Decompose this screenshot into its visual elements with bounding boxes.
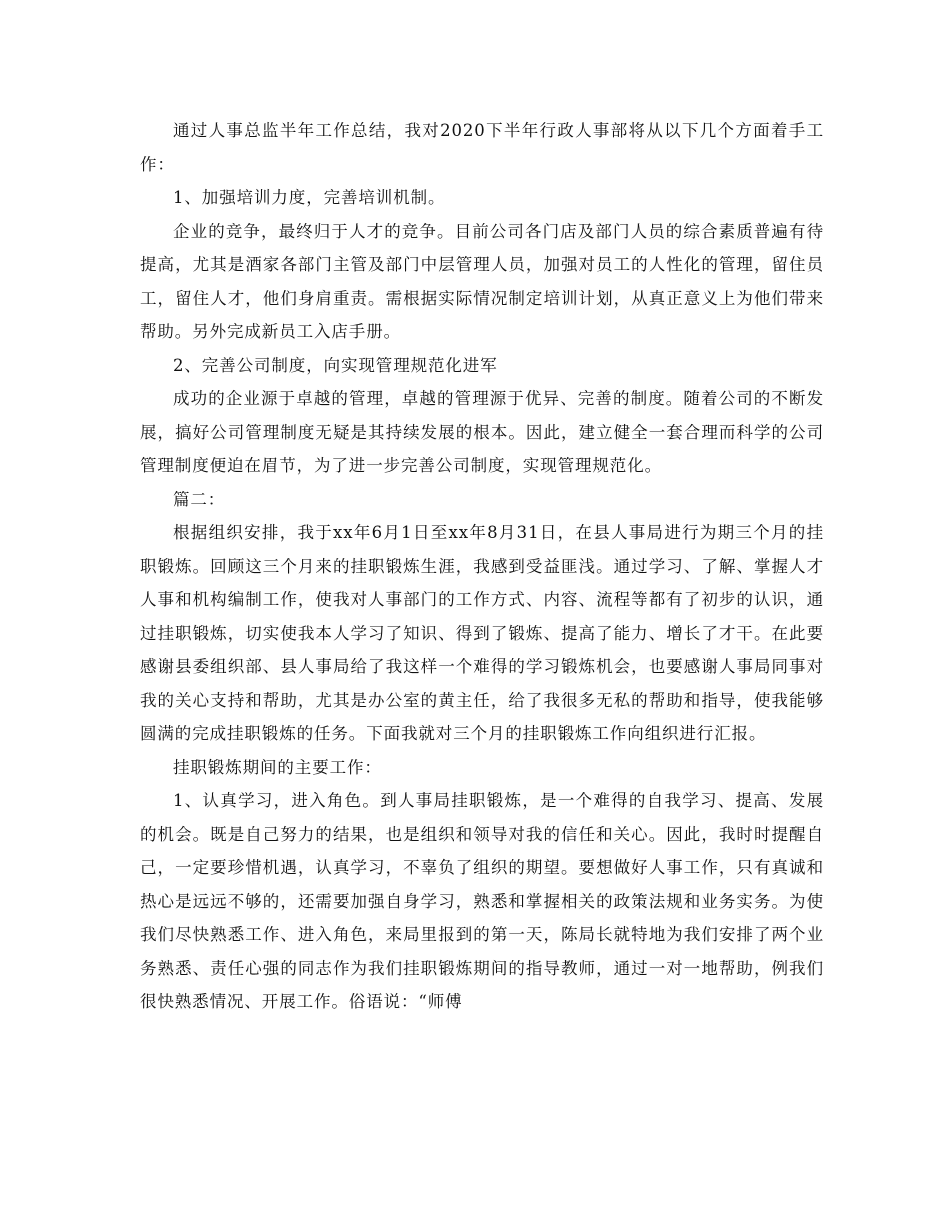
document-page (140, 114, 824, 1019)
paragraph-training: 企业的竞争，最终归于人才的竞争。目前公司各门店及部门人员的综合素质普遍有待提高，尤其是酒家各部门主管及部门中层管理人员，加强对员工的人性化的管理，留住员工，留住人才，他们身肩重责。需根据实际情况制定培训计划，从真正意义上为他们带来帮助。另外完成新员工入店手册。 (140, 221, 824, 341)
heading-main-work: 挂职锻炼期间的主要工作： (173, 757, 382, 777)
paragraph-assignment: 根据组织安排，我于xx年6月1日至xx年8月31日，在县人事局进行为期三个月的挂职锻炼。回顾这三个月来的挂职锻炼生涯，我感到受益匪浅。通过学习、了解、掌握人才人事和机构编制工作，使我对人事部门的工作方式、内容、流程等都有了初步的认识，通过挂职锻炼，切实使我本人学习了知识、得到了锻炼、提高了能力、增长了才干。在此要感谢县委组织部、县人事局给了我这样一个难得的学习锻炼机会，也要感谢人事局同事对我的关心支持和帮助，尤其是办公室的黄主任，给了我很多无私的帮助和指导，使我能够圆满的完成挂职锻炼的任务。下面我就对三个月的挂职锻炼工作向组织进行汇报。 (140, 523, 824, 743)
section-title-part-two: 篇二： (173, 489, 226, 509)
paragraph-study: 1、认真学习，进入角色。到人事局挂职锻炼，是一个难得的自我学习、提高、发展的机会。既是自己努力的结果，也是组织和领导对我的信任和关心。因此，我时时提醒自己，一定要珍惜机遇，认真学习，不辜负了组织的期望。要想做好人事工作，只有真诚和热心是远远不够的，还需要加强自身学习，熟悉和掌握相关的政策法规和业务实务。为使我们尽快熟悉工作、进入角色，来局里报到的第一天，陈局长就特地为我们安排了两个业务熟悉、责任心强的同志作为我们挂职锻炼期间的指导教师，通过一对一地帮助，例我们很快熟悉情况、开展工作。俗语说：“师傅 (140, 791, 824, 1011)
paragraph-intro: 通过人事总监半年工作总结，我对2020下半年行政人事部将从以下几个方面着手工作： (140, 121, 824, 174)
paragraph-system: 成功的企业源于卓越的管理，卓越的管理源于优异、完善的制度。随着公司的不断发展，搞好公司管理制度无疑是其持续发展的根本。因此，建立健全一套合理而科学的公司管理制度便迫在眉节，为了进一步完善公司制度，实现管理规范化。 (140, 389, 824, 475)
heading-system: 2、完善公司制度，向实现管理规范化进军 (173, 355, 498, 375)
heading-training: 1、加强培训力度，完善培训机制。 (173, 188, 446, 207)
